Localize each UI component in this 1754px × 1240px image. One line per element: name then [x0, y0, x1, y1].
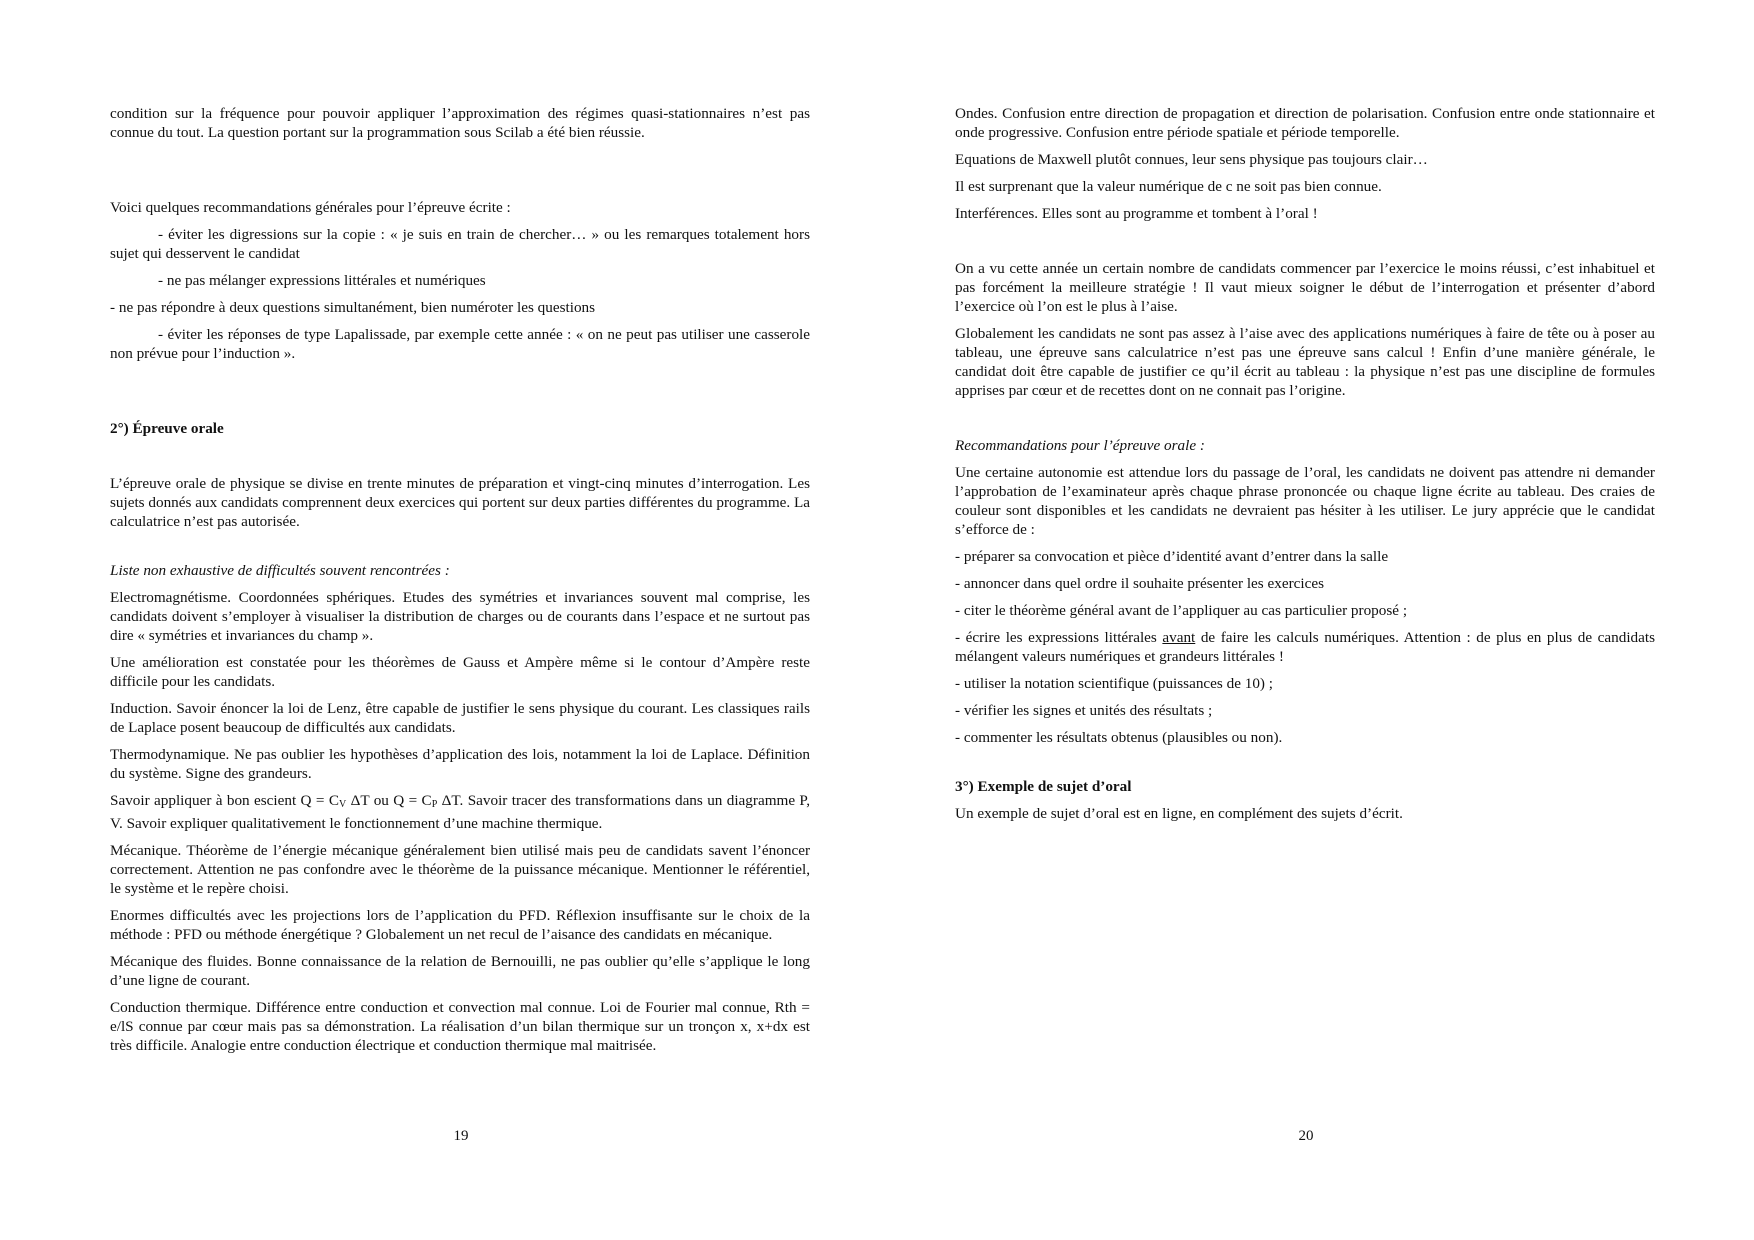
right-page — [955, 104, 1655, 831]
topic-paragraph: Il est surprenant que la valeur numérique de c ne soit pas bien connue. — [955, 178, 1382, 195]
recommendation-item: - ne pas mélanger expressions littérales et numériques — [158, 272, 486, 289]
difficulty-paragraph: Mécanique. Théorème de l’énergie mécanique généralement bien utilisé mais peu de candidats savent l’énoncer correctement. Attention ne pas confondre avec le théorème de la puissance mécanique. Mentionner le référentiel, le système et le repère choisi. — [110, 842, 810, 897]
oral-description: L’épreuve orale de physique se divise en trente minutes de préparation et vingt-cinq minutes d’interrogation. Les sujets donnés aux candidats comprennent deux exercices qui portent sur deux parties différentes du programme. La calculatrice n’est pas autorisée. — [110, 475, 810, 530]
difficulty-paragraph: Electromagnétisme. Coordonnées sphériques. Etudes des symétries et invariances souvent mal comprise, les candidats doivent s’employer à visualiser la distribution de charges ou de courants dans l’espace et ne surtout pas dire « symétries et invariances du champ ». — [110, 589, 810, 644]
recommendation-item: - ne pas répondre à deux questions simultanément, bien numéroter les questions — [110, 299, 596, 316]
strategy-paragraph: On a vu cette année un certain nombre de candidats commencer par l’exercice le moins réussi, c’est inhabituel et pas forcément la meilleure stratégie ! Il vaut mieux soigner le début de l’interrogation et présenter d’abord l’exercice où l’on est le plus à l’aise. — [955, 260, 1655, 315]
formula-text: Savoir appliquer à bon escient Q = C — [110, 792, 339, 809]
recommendation-item: - éviter les réponses de type Lapalissade, par exemple cette année : « on ne peut pas utiliser une casserole non prévue pour l’induction ». — [110, 326, 810, 362]
formula-subscript: P — [431, 799, 438, 810]
section-heading-example: 3°) Exemple de sujet d’oral — [955, 778, 1132, 795]
difficulty-paragraph: Mécanique des fluides. Bonne connaissance de la relation de Bernouilli, ne pas oublier qu’elle s’applique le long d’une ligne de courant. — [110, 953, 810, 989]
oral-recommendation-item: - citer le théorème général avant de l’appliquer au cas particulier proposé ; — [955, 602, 1408, 619]
left-page — [110, 104, 810, 1063]
difficulty-paragraph: Induction. Savoir énoncer la loi de Lenz, être capable de justifier le sens physique du courant. Les classiques rails de Laplace posent beaucoup de difficultés aux candidats. — [110, 700, 810, 736]
topic-paragraph: Interférences. Elles sont au programme et tombent à l’oral ! — [955, 205, 1318, 222]
page-number-right: 20 — [1298, 1128, 1314, 1144]
item-text: - écrire les expressions littérales — [955, 629, 1163, 646]
oral-recommendation-item — [955, 628, 1655, 666]
formula-text: ΔT. Savoir tracer des transformations dans un diagramme P, V. Savoir expliquer qualitativement le fonctionnement d’une machine thermique. — [110, 792, 810, 832]
formula-text: ΔT ou Q = C — [346, 792, 432, 809]
item-text: de faire les calculs numériques. Attention : de plus en plus de candidats mélangent valeurs numériques et grandeurs littérales ! — [955, 629, 1655, 665]
difficulties-heading: Liste non exhaustive de difficultés souvent rencontrées : — [110, 562, 450, 579]
oral-recommendations-intro: Une certaine autonomie est attendue lors du passage de l’oral, les candidats ne doivent pas attendre ni demander l’approbation de l’examinateur après chaque phrase prononcée ou chaque ligne écrite au tableau. Des craies de couleur sont disponibles et les candidats ne devraient pas hésiter à les utiliser. Le jury apprécie que le candidat s’efforce de : — [955, 464, 1655, 538]
formula-paragraph — [110, 791, 810, 833]
difficulty-paragraph: Enormes difficultés avec les projections lors de l’application du PFD. Réflexion insuffisante sur le choix de la méthode : PFD ou méthode énergétique ? Globalement un net recul de l’aisance des candidats en mécanique. — [110, 907, 810, 943]
example-paragraph: Un exemple de sujet d’oral est en ligne, en complément des sujets d’écrit. — [955, 805, 1403, 822]
difficulty-paragraph: Conduction thermique. Différence entre conduction et convection mal connue. Loi de Fourier mal connue, Rth = e/lS connue par cœur mais pas sa démonstration. La réalisation d’un bilan thermique sur un tronçon x, x+dx est très difficile. Analogie entre conduction électrique et conduction thermique mal maitrisée. — [110, 999, 810, 1054]
oral-recommendation-item: - commenter les résultats obtenus (plausibles ou non). — [955, 729, 1283, 746]
section-heading-oral: 2°) Épreuve orale — [110, 420, 224, 437]
oral-recommendation-item: - préparer sa convocation et pièce d’identité avant d’entrer dans la salle — [955, 548, 1389, 565]
intro-paragraph: condition sur la fréquence pour pouvoir appliquer l’approximation des régimes quasi-stationnaires n’est pas connue du tout. La question portant sur la programmation sous Scilab a été bien réussie. — [110, 105, 810, 141]
topic-paragraph: Ondes. Confusion entre direction de propagation et direction de polarisation. Confusion entre onde stationnaire et onde progressive. Confusion entre période spatiale et période temporelle. — [955, 105, 1655, 141]
formula-subscript: V — [338, 799, 347, 810]
recommendation-item: - éviter les digressions sur la copie : « je suis en train de chercher… » ou les remarques totalement hors sujet qui desservent le candidat — [110, 226, 810, 262]
oral-recommendation-item: - vérifier les signes et unités des résultats ; — [955, 702, 1213, 719]
global-paragraph: Globalement les candidats ne sont pas assez à l’aise avec des applications numériques à faire de tête ou à poser au tableau, une épreuve sans calculatrice n’est pas une épreuve sans calcul ! Enfin d’une manière générale, le candidat doit être capable de justifier ce qu’il écrit au tableau : la physique n’est pas une discipline de formules apprises par cœur et de recettes dont on ne connait pas l’origine. — [955, 325, 1655, 399]
page-number-left: 19 — [453, 1128, 469, 1144]
topic-paragraph: Equations de Maxwell plutôt connues, leur sens physique pas toujours clair… — [955, 151, 1428, 168]
underlined-word: avant — [1162, 629, 1196, 646]
difficulty-paragraph: Une amélioration est constatée pour les théorèmes de Gauss et Ampère même si le contour d’Ampère reste difficile pour les candidats. — [110, 654, 810, 690]
oral-recommendation-item: - annoncer dans quel ordre il souhaite présenter les exercices — [955, 575, 1324, 592]
oral-recommendation-item: - utiliser la notation scientifique (puissances de 10) ; — [955, 675, 1274, 692]
oral-recommendations-heading: Recommandations pour l’épreuve orale : — [955, 437, 1205, 454]
difficulty-paragraph: Thermodynamique. Ne pas oublier les hypothèses d’application des lois, notamment la loi de Laplace. Définition du système. Signe des grandeurs. — [110, 746, 810, 782]
recommendations-intro: Voici quelques recommandations générales pour l’épreuve écrite : — [110, 199, 511, 216]
